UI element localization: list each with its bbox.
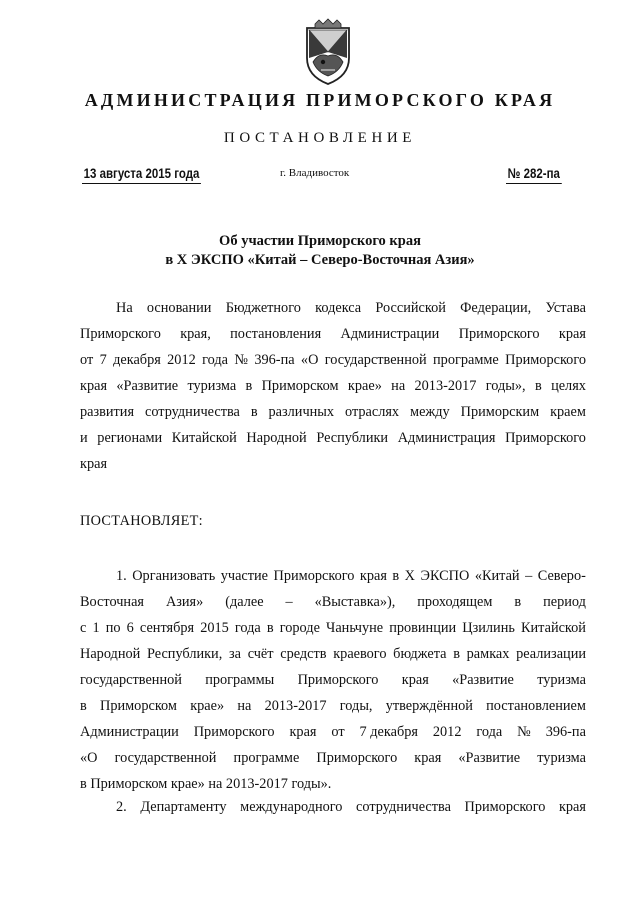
word: «Развитие <box>452 672 514 688</box>
word: и <box>80 430 88 446</box>
word: 7 <box>99 352 107 368</box>
word: между <box>410 404 450 420</box>
word: программе <box>433 352 499 368</box>
word: Приморском <box>100 698 177 714</box>
word: Приморского <box>297 672 379 688</box>
document-subject <box>0 232 640 270</box>
word: государственной <box>114 750 217 766</box>
text-line <box>80 425 586 451</box>
word: реализации <box>516 646 586 662</box>
word: (далее <box>225 594 264 610</box>
text-line: в Приморском крае» на 2013-2017 годы». <box>80 776 332 792</box>
word: Народной <box>80 646 141 662</box>
word: № <box>517 724 531 740</box>
word: средств <box>280 646 327 662</box>
word: 2012 <box>167 352 196 368</box>
word: Федерации, <box>460 300 532 316</box>
word: края <box>558 326 586 342</box>
word: ЭКСПО <box>420 568 470 584</box>
word: Приморского <box>505 430 586 446</box>
word: Приморского <box>316 750 398 766</box>
word: Бюджетного <box>225 300 301 316</box>
word: провинции <box>389 620 457 636</box>
word: Приморского <box>80 326 161 342</box>
word: 2. <box>116 799 127 815</box>
word: сентября <box>139 620 195 636</box>
decree-word: ПОСТАНОВЛЯЕТ: <box>80 513 203 529</box>
paragraph-preamble <box>80 295 586 477</box>
text-line <box>80 399 586 425</box>
text-line <box>80 667 586 693</box>
number-prefix: № <box>507 165 521 181</box>
text-line <box>80 295 586 321</box>
word: года <box>476 724 503 740</box>
word: Республики, <box>146 646 223 662</box>
number-value: 282-па <box>523 165 560 181</box>
word: развития <box>80 404 135 420</box>
word: 1. <box>116 568 127 584</box>
word: утверждённой <box>385 698 473 714</box>
word: Администрация <box>397 430 496 446</box>
word: крае» <box>347 378 382 394</box>
word: – <box>525 568 533 584</box>
word: туризма <box>537 750 586 766</box>
word: декабря <box>113 352 161 368</box>
word: регионами <box>97 430 163 446</box>
word: 1 <box>92 620 100 636</box>
word: целях <box>551 378 586 394</box>
word: государственной <box>80 672 182 688</box>
word: края <box>558 799 586 815</box>
word: в <box>250 404 258 420</box>
word: в <box>266 620 274 636</box>
word: на <box>391 378 406 394</box>
text-line <box>80 794 586 820</box>
word: 396-па <box>545 724 586 740</box>
word: отраслях <box>344 404 400 420</box>
text-line <box>80 693 586 719</box>
text-line <box>80 615 586 641</box>
word: годы», <box>485 378 526 394</box>
word: от <box>80 352 94 368</box>
word: года <box>234 620 261 636</box>
word: Китайской <box>520 620 586 636</box>
word: краем <box>550 404 586 420</box>
paragraph-item-1 <box>80 563 586 797</box>
word: период <box>543 594 586 610</box>
word: Китайской <box>171 430 237 446</box>
word: Приморском <box>261 378 339 394</box>
word: государственной <box>324 352 427 368</box>
word: с <box>80 620 87 636</box>
word: Департаменту <box>140 799 227 815</box>
word: – <box>285 594 293 610</box>
word: от <box>331 724 345 740</box>
word: сотрудничества <box>144 404 240 420</box>
word: края <box>359 568 387 584</box>
word: края <box>401 672 429 688</box>
word: крае» <box>190 698 225 714</box>
word: Организовать <box>132 568 216 584</box>
word: городе <box>279 620 320 636</box>
word: в <box>80 698 87 714</box>
word: в <box>534 378 542 394</box>
word: Приморским <box>460 404 540 420</box>
text-line <box>80 745 586 771</box>
word: туризма <box>537 672 586 688</box>
word: туризма <box>187 378 237 394</box>
paragraph-item-2 <box>80 794 586 820</box>
word: «О <box>80 750 98 766</box>
word: края <box>289 724 317 740</box>
word: проходящем <box>417 594 493 610</box>
word: 2015 <box>200 620 229 636</box>
word: 2012 <box>432 724 462 740</box>
word: 2013-2017 <box>414 378 477 394</box>
word: Северо- <box>537 568 586 584</box>
subject-line: в X ЭКСПО «Китай – Северо-Восточная Азия» <box>165 252 475 268</box>
word: 2013-2017 <box>264 698 327 714</box>
word: краевого <box>333 646 387 662</box>
word: Чаньчуне <box>326 620 384 636</box>
word: основании <box>146 300 212 316</box>
document-number <box>506 164 562 184</box>
word: годы, <box>339 698 373 714</box>
subject-line: Об участии Приморского края <box>219 233 421 249</box>
word: года <box>202 352 228 368</box>
word: бюджета <box>393 646 447 662</box>
word: Приморского <box>273 568 355 584</box>
word: X <box>404 568 415 584</box>
word: «Китай <box>474 568 520 584</box>
word: участие <box>220 568 269 584</box>
word: На <box>116 300 133 316</box>
document-type: ПОСТАНОВЛЕНИЕ <box>223 130 417 146</box>
organization-title: АДМИНИСТРАЦИЯ ПРИМОРСКОГО КРАЯ <box>84 90 556 110</box>
word: постановления <box>230 326 322 342</box>
word: Цзилинь <box>462 620 515 636</box>
word: в <box>392 568 400 584</box>
word: в <box>514 594 522 610</box>
word: «Развитие <box>458 750 521 766</box>
word: в <box>453 646 460 662</box>
text-line <box>80 719 586 745</box>
word: «О <box>300 352 319 368</box>
word: 7 декабря <box>359 724 418 740</box>
word: Приморского <box>458 326 540 342</box>
word: на <box>237 698 252 714</box>
text-line <box>80 347 586 373</box>
word: Приморского <box>505 352 586 368</box>
word: постановлением <box>486 698 586 714</box>
word: Российской <box>375 300 446 316</box>
document-date: 13 августа 2015 года <box>82 164 201 184</box>
word: за <box>228 646 241 662</box>
word: по <box>105 620 121 636</box>
word: Азия» <box>165 594 204 610</box>
word: Республики <box>316 430 389 446</box>
text-line <box>80 589 586 615</box>
text-line <box>80 321 586 347</box>
word: Приморского <box>464 799 546 815</box>
primorsky-coat-of-arms-icon <box>301 18 355 86</box>
word: «Развитие <box>116 378 179 394</box>
word: Приморского <box>193 724 275 740</box>
text-line <box>80 563 586 589</box>
text-line <box>80 641 586 667</box>
word: 6 <box>126 620 134 636</box>
word: края, <box>180 326 211 342</box>
word: программы <box>205 672 275 688</box>
word: кодекса <box>315 300 362 316</box>
word: счёт <box>247 646 274 662</box>
word: международного <box>240 799 343 815</box>
word: программе <box>233 750 300 766</box>
word: Администрации <box>80 724 179 740</box>
word: края <box>80 378 108 394</box>
word: Устава <box>545 300 586 316</box>
word: «Выставка»), <box>314 594 396 610</box>
word: Восточная <box>80 594 144 610</box>
word: различных <box>268 404 335 420</box>
word: рамках <box>466 646 510 662</box>
word: Администрации <box>340 326 440 342</box>
text-line: края <box>80 456 108 472</box>
word: 396-па <box>254 352 295 368</box>
word: края <box>414 750 442 766</box>
word: Народной <box>246 430 307 446</box>
document-city: г. Владивосток <box>280 167 350 179</box>
text-line <box>80 373 586 399</box>
word: в <box>245 378 253 394</box>
word: сотрудничества <box>356 799 451 815</box>
word: № <box>234 352 248 368</box>
